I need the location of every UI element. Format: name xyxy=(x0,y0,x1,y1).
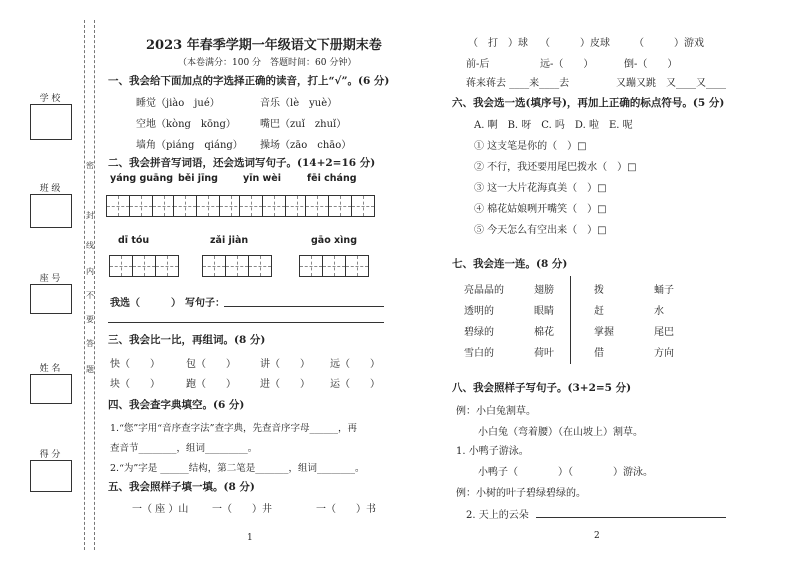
antonym-item: 前-后 xyxy=(466,59,490,70)
compare-item[interactable]: 远（ ） xyxy=(330,359,380,370)
match-divider xyxy=(570,276,571,364)
punctuation-item[interactable]: ⑤ 今天怎么有空出来（ ）□ xyxy=(474,225,607,236)
exam-title: 2023 年春季学期一年级语文下册期末卷 xyxy=(146,38,382,53)
page-number: 2 xyxy=(594,531,600,541)
pinyin-label: gāo xìng xyxy=(311,235,357,246)
compare-item[interactable]: 进（ ） xyxy=(260,379,310,390)
seal-char: 内 xyxy=(86,267,94,276)
compare-item[interactable]: 跑（ ） xyxy=(186,379,236,390)
section-3-heading: 三、我会比一比，再组词。(8 分) xyxy=(108,334,266,346)
pattern-item[interactable]: 又蹦又跳 又____又____ xyxy=(616,78,726,89)
writing-grid[interactable] xyxy=(305,195,375,217)
match-right-word[interactable]: 蛹子 xyxy=(654,285,674,296)
school-box[interactable] xyxy=(30,104,72,140)
match-right-word[interactable]: 翅膀 xyxy=(534,285,554,296)
class-box[interactable] xyxy=(30,194,72,228)
seal-char: 封 xyxy=(86,211,94,220)
match-left-word[interactable]: 赶 xyxy=(594,306,604,317)
match-left-word[interactable]: 碧绿的 xyxy=(464,327,494,338)
dictionary-question-2: 2.“为”字是 ______结构，第二笔是_______，组词________。 xyxy=(110,463,365,474)
writing-grid[interactable] xyxy=(109,255,179,277)
pinyin-choice[interactable]: 墙角（piáng qiáng） xyxy=(136,140,243,151)
name-box[interactable] xyxy=(30,374,72,404)
match-right-word[interactable]: 荷叶 xyxy=(534,348,554,359)
pattern-item[interactable]: 蒋来蒋去 ____来____去 xyxy=(466,78,570,89)
answer-line[interactable] xyxy=(224,306,384,307)
writing-grid[interactable] xyxy=(106,195,176,217)
punctuation-item[interactable]: ③ 这一大片花海真美（ ）□ xyxy=(474,183,607,194)
compare-item[interactable]: 讲（ ） xyxy=(260,359,310,370)
measure-word-item[interactable]: 一（ ）书 xyxy=(316,504,376,515)
sentence-question-1: 1. 小鸭子游泳。 xyxy=(456,446,529,457)
section-2-heading: 二、我会拼音写词语，还会选词写句子。(14+2=16 分) xyxy=(108,157,376,169)
collocation-item[interactable]: （ ）游戏 xyxy=(634,38,704,49)
match-right-word[interactable]: 方向 xyxy=(654,348,674,359)
dictionary-question-1-cont: 查音节________，组词_________。 xyxy=(110,443,258,454)
example-sentence: 例：小树的叶子碧绿碧绿的。 xyxy=(456,488,586,499)
sentence-label: 写句子： xyxy=(185,298,225,309)
seal-char: 不 xyxy=(86,291,94,300)
exam-subtitle: （本卷满分：100 分 答题时间：60 分钟） xyxy=(178,58,357,68)
example-answer: 小白兔（弯着腰）（在山坡上）割草。 xyxy=(478,427,643,438)
select-label: 我选（ xyxy=(110,298,140,309)
punctuation-item[interactable]: ② 不行，我还要用尾巴拨水（ ）□ xyxy=(474,162,637,173)
seal-char: 密 xyxy=(86,161,94,170)
score-box[interactable] xyxy=(30,460,72,492)
seal-char: 答 xyxy=(86,339,94,348)
punctuation-item[interactable]: ④ 棉花姑娘咧开嘴笑（ ）□ xyxy=(474,204,607,215)
compare-item[interactable]: 快（ ） xyxy=(110,359,160,370)
class-label: 班 级 xyxy=(39,184,61,194)
match-right-word[interactable]: 尾巴 xyxy=(654,327,674,338)
pinyin-label: zǎi jiàn xyxy=(210,235,249,246)
antonym-item[interactable]: 远-（ ） xyxy=(540,59,594,70)
writing-grid[interactable] xyxy=(202,255,272,277)
match-left-word[interactable]: 雪白的 xyxy=(464,348,494,359)
pinyin-choice[interactable]: 睡觉（jiào jué） xyxy=(136,98,220,109)
example-sentence: 例：小白兔割草。 xyxy=(456,406,536,417)
match-left-word[interactable]: 亮晶晶的 xyxy=(464,285,504,296)
pinyin-choice[interactable]: 操场（zāo chāo） xyxy=(260,140,352,151)
compare-item[interactable]: 包（ ） xyxy=(186,359,236,370)
dictionary-question-1: 1.“您”字用“音序查字法”查字典，先查音序字母______，再 xyxy=(110,423,357,434)
section-1-heading: 一、我会给下面加点的字选择正确的读音，打上“√”。(6 分) xyxy=(108,75,390,87)
section-8-heading: 八、我会照样子写句子。(3+2=5 分) xyxy=(452,382,632,394)
school-label: 学 校 xyxy=(39,94,61,104)
collocation-item[interactable]: （ 打 ）球 xyxy=(468,38,528,49)
seat-label: 座 号 xyxy=(39,274,61,284)
pinyin-label: yáng guāng xyxy=(110,173,174,184)
sentence-question-1-fill[interactable]: 小鸭子（ ）（ ）游泳。 xyxy=(478,467,653,478)
compare-item[interactable]: 运（ ） xyxy=(330,379,380,390)
pinyin-choice[interactable]: 音乐（lè yuè） xyxy=(260,98,338,109)
name-label: 姓 名 xyxy=(39,364,61,374)
antonym-item[interactable]: 倒-（ ） xyxy=(624,59,678,70)
section-4-heading: 四、我会查字典填空。(6 分) xyxy=(108,399,245,411)
score-label: 得 分 xyxy=(39,450,61,460)
match-left-word[interactable]: 掌握 xyxy=(594,327,614,338)
measure-word-item[interactable]: 一（ ）井 xyxy=(212,504,272,515)
pinyin-label: fēi cháng xyxy=(307,173,357,184)
pinyin-choice[interactable]: 嘴巴（zuǐ zhuǐ） xyxy=(260,119,347,130)
measure-word-item[interactable]: 一（ 座 ）山 xyxy=(132,504,189,515)
section-6-heading: 六、我会选一选(填序号)，再加上正确的标点符号。(5 分) xyxy=(452,97,725,109)
seal-char: 要 xyxy=(86,315,94,324)
particle-options: A. 啊 B. 呀 C. 吗 D. 啦 E. 呢 xyxy=(474,120,633,131)
seal-line xyxy=(94,20,95,550)
match-left-word[interactable]: 借 xyxy=(594,348,604,359)
answer-line[interactable] xyxy=(108,322,384,323)
pinyin-choice[interactable]: 空地（kòng kōng） xyxy=(136,119,236,130)
match-right-word[interactable]: 水 xyxy=(654,306,664,317)
writing-grid[interactable] xyxy=(299,255,369,277)
seal-char: 题 xyxy=(86,365,94,374)
punctuation-item[interactable]: ① 这支笔是你的（ ）□ xyxy=(474,141,587,152)
match-right-word[interactable]: 棉花 xyxy=(534,327,554,338)
pinyin-label: yīn wèi xyxy=(243,173,281,184)
writing-grid[interactable] xyxy=(173,195,243,217)
writing-grid[interactable] xyxy=(239,195,309,217)
match-left-word[interactable]: 拨 xyxy=(594,285,604,296)
match-left-word[interactable]: 透明的 xyxy=(464,306,494,317)
page-number: 1 xyxy=(247,533,253,543)
seal-line xyxy=(84,20,85,550)
compare-item[interactable]: 块（ ） xyxy=(110,379,160,390)
section-5-heading: 五、我会照样子填一填。(8 分) xyxy=(108,481,255,493)
answer-line[interactable] xyxy=(536,517,726,518)
pinyin-label: dī tóu xyxy=(118,235,150,246)
pinyin-label: běi jīng xyxy=(178,173,218,184)
collocation-item[interactable]: （ ）皮球 xyxy=(540,38,610,49)
sentence-question-2: 2. 天上的云朵 xyxy=(466,510,529,521)
seat-box[interactable] xyxy=(30,284,72,314)
section-7-heading: 七、我会连一连。(8 分) xyxy=(452,258,568,270)
seal-char: 线 xyxy=(86,241,94,250)
select-close: ） xyxy=(171,298,181,309)
match-right-word[interactable]: 眼睛 xyxy=(534,306,554,317)
